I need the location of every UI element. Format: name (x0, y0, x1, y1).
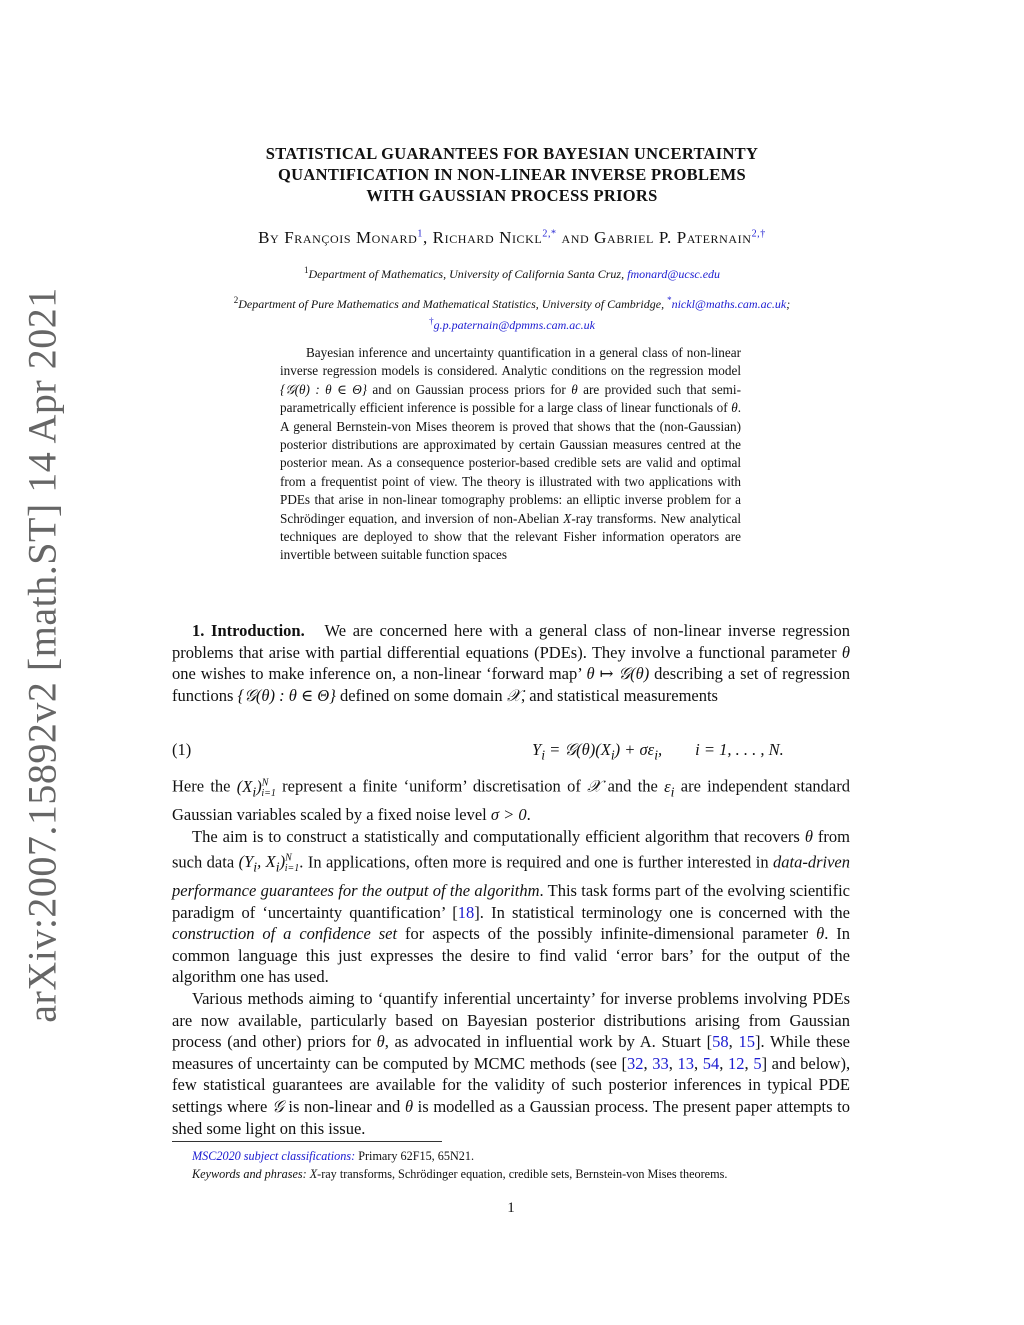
p3-text-d: . This task forms part of the evolving scientific paradigm of ‘uncertainty quantification’ [ (172, 880, 850, 922)
abstract-text-5: -ray transforms. New analytical techniques are deployed to show that the relevant Fisher information operators are invertible between suitable function spaces (280, 510, 741, 563)
page-number: 1 (507, 1200, 515, 1216)
p2-text-c: and the (601, 776, 665, 796)
arxiv-identifier: arXiv:2007.15892v2 [math.ST] 14 Apr 2021 (19, 287, 65, 1023)
footnote-msc (192, 1148, 852, 1164)
by-label: By (258, 228, 280, 247)
keywords-label: Keywords and phrases: (192, 1167, 310, 1181)
intro-paragraph-1 (172, 620, 850, 706)
p1-math-3: {𝒢(θ) : θ ∈ Θ} (237, 685, 336, 705)
citation-separator: , (668, 1053, 678, 1073)
p4-math-2: 𝒢 (272, 1096, 284, 1116)
and-label: and (561, 228, 595, 247)
author-paternain-affil[interactable]: 2,† (751, 228, 766, 240)
abstract-math-1: {𝒢(θ) : θ ∈ Θ} (280, 381, 368, 397)
p2-text-a: Here the (172, 776, 237, 796)
citation-separator: , (728, 1032, 739, 1052)
arxiv-sidebar-stamp (8, 287, 76, 1023)
eq-lhs: Y (532, 740, 542, 759)
p2-math-1: $(X_i)^N_{i=1}$ (236, 776, 276, 799)
p2-text-d: are independent standard Gaussian variables scaled by a fixed noise level (172, 776, 850, 825)
title-line-3: WITH GAUSSIAN PROCESS PRIORS (366, 186, 658, 205)
equation-1 (172, 740, 850, 762)
intro-paragraph-4 (172, 988, 850, 1139)
citation-54-link[interactable]: 54 (702, 1053, 720, 1073)
abstract-text-1: Bayesian inference and uncertainty quantification in a general class of non-linear inverse regression models is considered. Analytic conditions on the regression model (280, 345, 741, 379)
citation-separator: , (719, 1053, 729, 1073)
abstract-math-3: θ (731, 400, 738, 416)
citation-18-link[interactable]: 18 (457, 902, 475, 922)
citation-5-link[interactable]: 5 (753, 1053, 762, 1073)
p3-text-b: from such data (172, 826, 851, 872)
p3-text-c: . In applications, often more is required and one is further interested in (299, 852, 774, 872)
aff2-text: Department of Pure Mathematics and Mathematical Statistics, University of Cambridge, (238, 297, 668, 311)
author-paternain: Gabriel P. Paternain (594, 228, 752, 247)
aff1-marker: 1 (303, 265, 309, 275)
p4-math-3: θ (404, 1096, 414, 1116)
author-monard: François Monard (284, 228, 418, 247)
email-nickl-link[interactable]: nickl@maths.cam.ac.uk (671, 297, 787, 311)
p4-text-d: ] and below), few statistical guarantees are available for the validity of such posterior inferences in typical PDE settings where (172, 1053, 851, 1116)
p4-text-f: is modelled as a Gaussian process. The present paper attempts to shed some light on this issue. (172, 1096, 850, 1138)
p2-math-2: 𝒳 (587, 776, 602, 796)
citation-12-link[interactable]: 12 (728, 1053, 745, 1073)
p2-math-4: σ > 0 (490, 805, 527, 825)
aff2-star: * (667, 295, 672, 305)
eq-lhs-sub: i (541, 747, 546, 763)
email-monard-link[interactable]: fmonard@ucsc.edu (627, 267, 721, 281)
citation-15-link[interactable]: 15 (738, 1032, 755, 1052)
p3-math-2: ($Y_i$, $X_i)^N_{i=1}$ (238, 852, 300, 875)
citation-32-link[interactable]: 32 (626, 1053, 644, 1073)
p3-emphasis-2: construction of a confidence set (172, 924, 398, 944)
eq-mid-1: = 𝒢(θ)(X (545, 740, 611, 759)
keywords-math: X (309, 1167, 318, 1181)
p1-text-b: one wishes to make inference on, a non-linear ‘forward map’ (172, 664, 587, 684)
footnote-keywords (192, 1166, 852, 1182)
p1-text-a: We are concerned here with a general class of non-linear inverse regression problems that arise with partial differential equations (PDEs). They involve a functional parameter (172, 621, 851, 662)
aff2-dagger: † (429, 316, 434, 326)
abstract-paragraph (280, 344, 741, 565)
msc-classification-link[interactable]: MSC2020 subject classifications: (192, 1149, 356, 1163)
eq-mid-2-sub: i (654, 747, 659, 763)
p2-math-3: $\varepsilon_i$ (664, 776, 675, 799)
p4-text-a: Various methods aiming to ‘quantify inferential uncertainty’ for inverse problems involving PDEs are now available, particularly based on Bayesian posterior distributions arising from Gaussian process (and other) priors for (172, 988, 850, 1052)
abstract-text-2: and on Gaussian process priors for (367, 381, 572, 397)
keywords-value: -ray transforms, Schrödinger equation, credible sets, Bernstein-von Mises theorems. (317, 1167, 728, 1181)
abstract-math-2: θ (571, 381, 578, 397)
eq-mid-2: ) + σε (614, 740, 655, 759)
equation-number: (1) (172, 740, 192, 759)
email-paternain-link[interactable]: g.p.paternain@dpmms.cam.ac.uk (433, 318, 595, 332)
citation-33-link[interactable]: 33 (652, 1053, 669, 1073)
aff1-text: Department of Mathematics, University of California Santa Cruz, (308, 267, 628, 281)
p1-text-c: describing a set of regression functions (172, 664, 850, 705)
p3-text-g: . In common language this just expresses the desire to find valid ‘error bars’ for the output of the algorithm one has used. (172, 924, 851, 987)
citation-13-link[interactable]: 13 (677, 1053, 695, 1073)
msc-value: Primary 62F15, 65N21. (355, 1149, 474, 1163)
intro-paragraph-2 (172, 772, 850, 826)
citation-58-link[interactable]: 58 (712, 1032, 729, 1052)
author-separator: , (422, 228, 433, 247)
intro-paragraphs (172, 772, 850, 1139)
abstract (280, 344, 741, 565)
paper-title (172, 143, 852, 206)
citation-separator: , (744, 1053, 754, 1073)
citation-separator: , (694, 1053, 703, 1073)
citation-separator: , (643, 1053, 653, 1073)
p2-text-b: represent a finite ‘uniform’ discretisation of (275, 776, 588, 796)
p3-text-a: The aim is to construct a statistically and computationally efficient algorithm that recovers (192, 826, 805, 846)
p4-text-c: ]. While these measures of uncertainty can be computed by MCMC methods (see [ (172, 1032, 851, 1073)
aff2-semicolon: ; (786, 297, 791, 311)
abstract-text-3: are provided such that semi-parametrically efficient inference is possible for a large class of linear functionals of (280, 381, 741, 416)
abstract-math-4: X (563, 510, 572, 526)
p3-emphasis-1: data-driven performance guarantees for the output of the algorithm (172, 852, 850, 900)
author-nickl-affil[interactable]: 2,* (542, 228, 557, 240)
p3-math-3: θ (816, 924, 825, 944)
abstract-text-4: . A general Bernstein-von Mises theorem is proved that shows that the (non-Gaussian) posterior distributions are approximated by certain Gaussian measures centred at the posterior mean. As a consequence posterior-based credible sets are valid and optimal from a frequentist point of view. The theory is illustrated with two applications with PDEs that arise in non-linear tomography problems: an elliptic inverse problem for a Schrödinger equation, and inversion of non-Abelian (280, 400, 741, 526)
author-monard-affil[interactable]: 1 (417, 228, 423, 240)
p2-text-e: . (526, 805, 531, 825)
p4-text-e: is non-linear and (283, 1096, 405, 1116)
title-line-1: STATISTICAL GUARANTEES FOR BAYESIAN UNCERTAINTY (265, 144, 759, 163)
affiliation-1 (172, 262, 852, 283)
author-nickl: Richard Nickl (432, 228, 543, 247)
p1-text-e: , and statistical measurements (520, 685, 718, 705)
footnote-rule (172, 1141, 442, 1142)
p1-text-d: defined on some domain (335, 685, 507, 705)
title-line-2: QUANTIFICATION IN NON-LINEAR INVERSE PROBLEMS (278, 165, 746, 184)
eq-mid-1-sub: i (610, 747, 615, 763)
eq-tail: , i = 1, . . . , N. (658, 740, 784, 759)
p1-math-4: 𝒳 (506, 685, 521, 705)
intro-paragraph-3 (172, 826, 850, 988)
author-list (172, 228, 852, 248)
p4-math-1: θ (376, 1032, 385, 1052)
aff2-marker: 2 (233, 295, 239, 305)
p3-text-f: for aspects of the possibly infinite-dimensional parameter (397, 924, 817, 944)
affiliation-2 (172, 292, 852, 334)
equation-formula (532, 740, 784, 763)
p3-text-e: ]. In statistical terminology one is concerned with the (474, 902, 850, 922)
section-heading: 1. Introduction. (192, 621, 305, 640)
p1-math-2: θ ↦ 𝒢(θ) (586, 664, 650, 684)
p1-math-1: θ (841, 642, 850, 662)
p4-text-b: , as advocated in influential work by A. Stuart [ (384, 1032, 713, 1052)
p3-math-1: θ (804, 826, 813, 846)
